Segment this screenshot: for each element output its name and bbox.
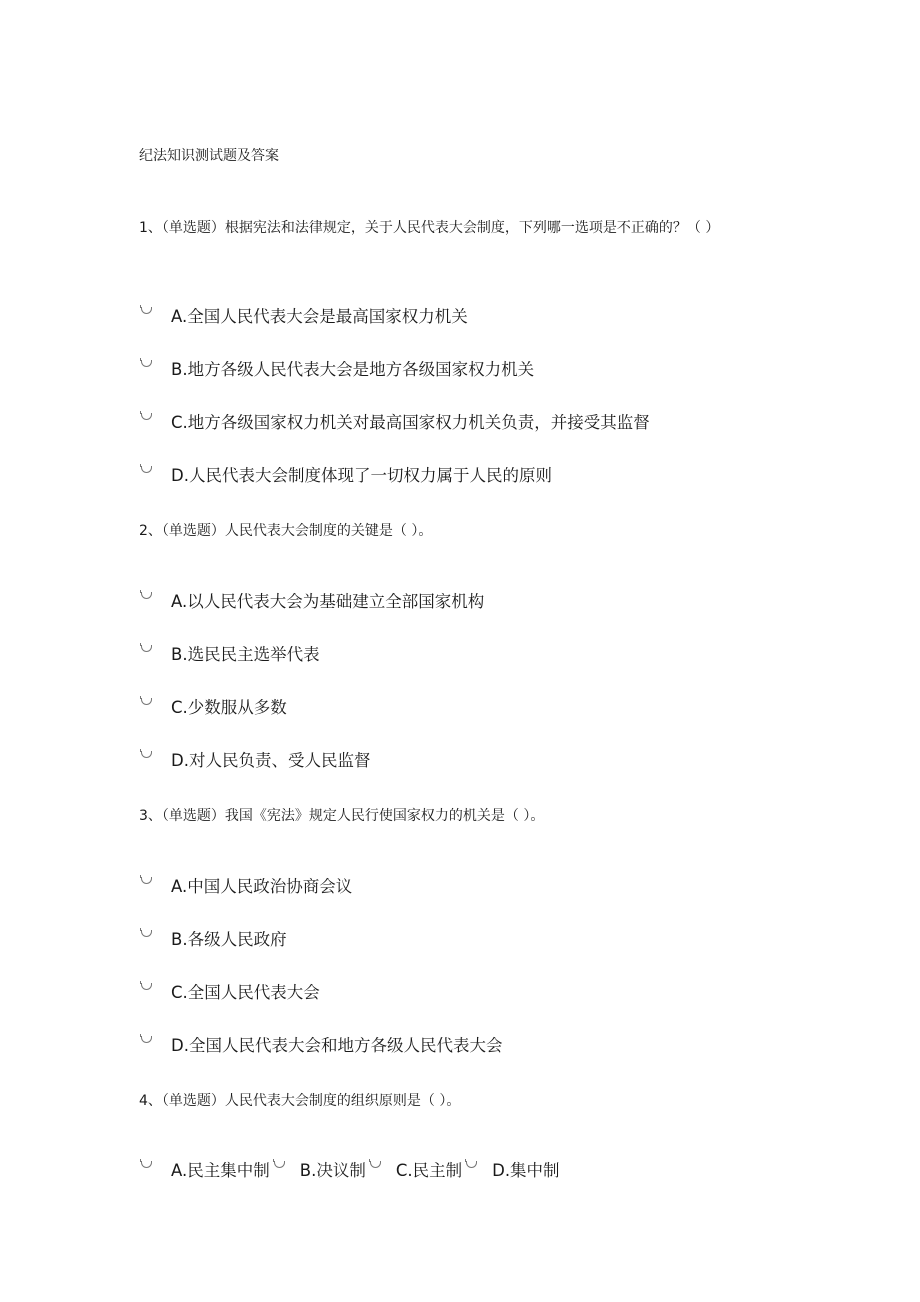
option-label: D.人民代表大会制度体现了一切权力属于人民的原则 [171, 466, 552, 485]
option-label: C.全国人民代表大会 [171, 983, 320, 1002]
radio-icon[interactable] [368, 1159, 382, 1171]
document-title: 纪法知识测试题及答案 [139, 148, 279, 164]
option-label: B.决议制 [299, 1161, 366, 1180]
question-3-option-a[interactable] [139, 874, 352, 900]
radio-icon[interactable] [139, 464, 153, 476]
question-1-option-b[interactable] [139, 357, 534, 383]
option-label: A.中国人民政治协商会议 [171, 877, 353, 896]
question-2-option-d[interactable] [139, 748, 370, 774]
question-3-stem: 3、（单选题）我国《宪法》规定人民行使国家权力的机关是（ ）。 [139, 808, 545, 824]
question-3-option-b[interactable] [139, 927, 287, 953]
radio-icon[interactable] [139, 1159, 153, 1171]
radio-icon[interactable] [139, 696, 153, 708]
radio-icon[interactable] [139, 305, 153, 317]
radio-icon[interactable] [139, 643, 153, 655]
option-label: A.全国人民代表大会是最高国家权力机关 [171, 307, 468, 326]
question-1-stem: 1、（单选题）根据宪法和法律规定，关于人民代表大会制度，下列哪一选项是不正确的？（ ） [139, 220, 720, 236]
radio-icon[interactable] [139, 875, 153, 887]
option-label: D.对人民负责、受人民监督 [171, 751, 371, 770]
option-label: A.以人民代表大会为基础建立全部国家机构 [171, 592, 485, 611]
question-4-options-row [139, 1158, 560, 1184]
option-label: C.少数服从多数 [171, 698, 287, 717]
radio-icon[interactable] [139, 981, 153, 993]
question-4-stem: 4、（单选题）人民代表大会制度的组织原则是（ ）。 [139, 1093, 461, 1109]
radio-icon[interactable] [139, 358, 153, 370]
option-label: A.民主集中制 [171, 1161, 270, 1180]
radio-icon[interactable] [139, 1034, 153, 1046]
option-label: B.地方各级人民代表大会是地方各级国家权力机关 [171, 360, 535, 379]
radio-icon[interactable] [139, 411, 153, 423]
question-1-option-d[interactable] [139, 463, 552, 489]
radio-icon[interactable] [139, 749, 153, 761]
question-1-option-c[interactable] [139, 410, 650, 436]
question-1-option-a[interactable] [139, 304, 468, 330]
option-label: D.全国人民代表大会和地方各级人民代表大会 [171, 1036, 503, 1055]
question-4-option-c[interactable] [396, 1159, 492, 1183]
question-2-option-a[interactable] [139, 589, 484, 615]
radio-icon[interactable] [139, 590, 153, 602]
question-3-option-d[interactable] [139, 1033, 502, 1059]
question-4-option-a[interactable] [171, 1159, 300, 1183]
option-label: B.各级人民政府 [171, 930, 287, 949]
option-label: C.民主制 [395, 1161, 463, 1180]
radio-icon[interactable] [464, 1159, 478, 1171]
question-4-option-d[interactable] [492, 1159, 559, 1183]
question-4-option-b[interactable] [300, 1159, 396, 1183]
question-2-option-b[interactable] [139, 642, 320, 668]
question-2-option-c[interactable] [139, 695, 287, 721]
radio-icon[interactable] [272, 1159, 286, 1171]
question-3-option-c[interactable] [139, 980, 320, 1006]
option-label: C.地方各级国家权力机关对最高国家权力机关负责，并接受其监督 [171, 413, 650, 432]
option-label: B.选民民主选举代表 [171, 645, 320, 664]
radio-icon[interactable] [139, 928, 153, 940]
question-2-stem: 2、（单选题）人民代表大会制度的关键是（ ）。 [139, 523, 433, 539]
option-label: D.集中制 [492, 1161, 560, 1180]
